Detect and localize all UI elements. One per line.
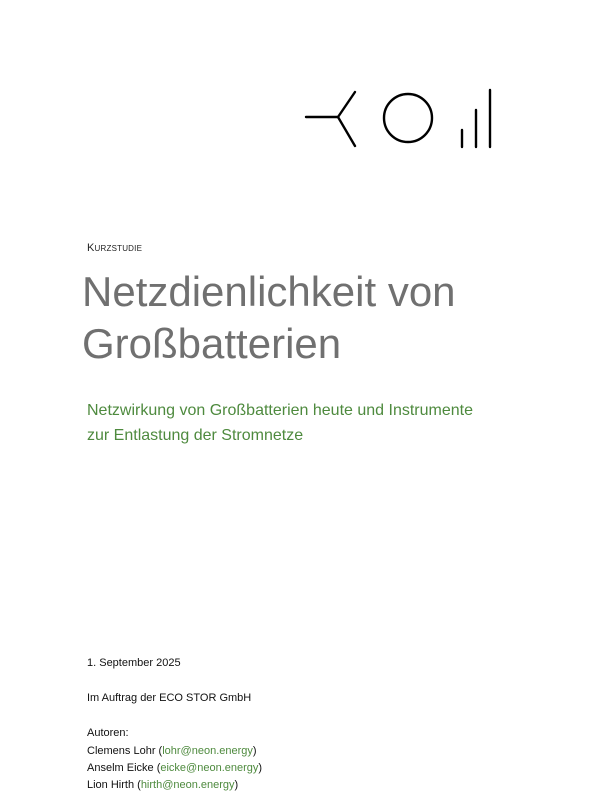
author-item: Clemens Lohr (lohr@neon.energy) [87,745,257,757]
publication-date: 1. September 2025 [87,657,181,669]
author-name: Clemens Lohr [87,745,156,757]
author-email-link[interactable]: lohr@neon.energy [162,745,253,757]
author-list [87,743,262,794]
subtitle-line-1: Netzwirkung von Großbatterien heute und Instrumente [87,402,473,419]
document-type-label: Kurzstudie [87,242,143,254]
document-subtitle [87,398,557,448]
author-email-link[interactable]: eicke@neon.energy [160,762,259,774]
author-name: Anselm Eicke [87,762,154,774]
author-item: Anselm Eicke (eicke@neon.energy) [87,762,263,774]
client-note: Im Auftrag der ECO STOR GmbH [87,692,252,704]
document-title [82,266,562,370]
title-line-2: Großbatterien [82,320,342,367]
author-name: Lion Hirth [87,779,135,791]
author-item: Lion Hirth (hirth@neon.energy) [87,779,239,791]
neon-logo-icon [300,86,500,152]
subtitle-line-2: zur Entlastung der Stromnetze [87,427,304,444]
author-email-link[interactable]: hirth@neon.energy [140,779,235,791]
title-line-1: Netzdienlichkeit von [82,268,456,315]
authors-label: Autoren: [87,727,129,739]
